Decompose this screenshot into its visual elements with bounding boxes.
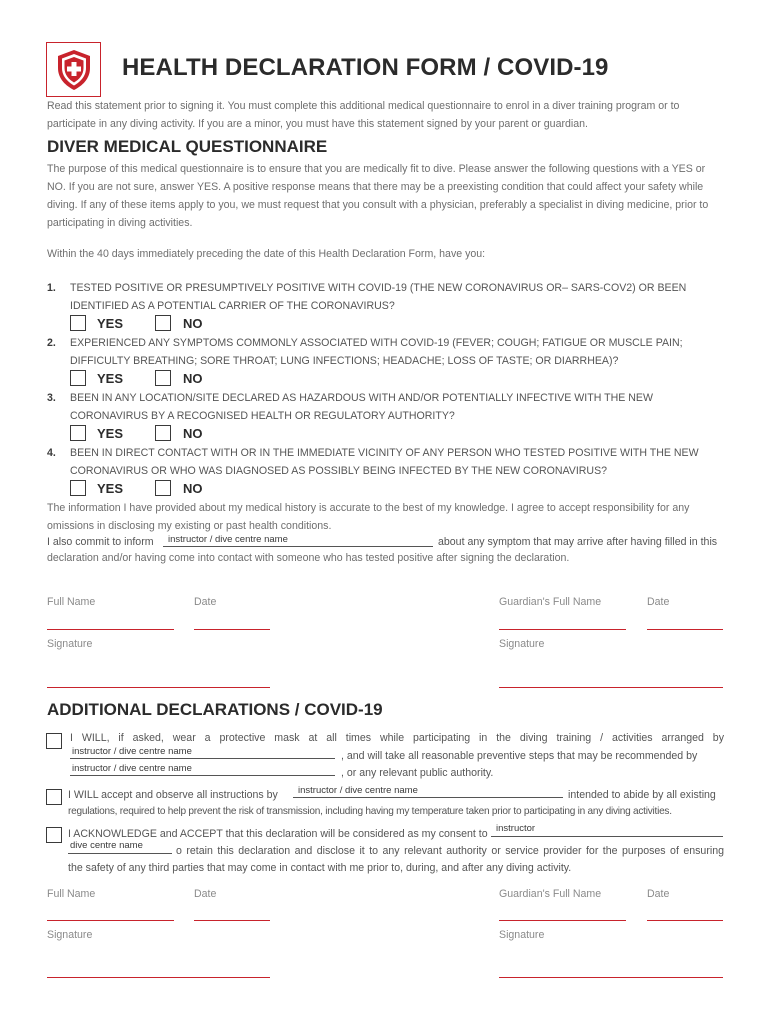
page-title: HEALTH DECLARATION FORM / COVID-19 bbox=[122, 54, 609, 81]
d1-instructor-field1[interactable] bbox=[70, 758, 335, 759]
guardian-signature-field[interactable] bbox=[499, 687, 723, 688]
questionnaire-heading: DIVER MEDICAL QUESTIONNAIRE bbox=[47, 137, 328, 156]
q3-no-checkbox[interactable] bbox=[155, 425, 171, 441]
guardian-date-field[interactable] bbox=[647, 629, 723, 630]
commit-line-2: declaration and/or having come into contact with someone who has tested positive after signing the declaration. bbox=[47, 552, 570, 564]
declaration-consent-prefix: I ACKNOWLEDGE and ACCEPT that this declaration will be considered as my consent to bbox=[68, 828, 488, 840]
declaration-mask-line1: I WILL, if asked, wear a protective mask at all times while participating in the diving training / activities arranged by bbox=[70, 732, 724, 744]
commit-suffix: about any symptom that may arrive after having filled in this bbox=[438, 536, 718, 548]
full-name-field-2[interactable] bbox=[47, 920, 174, 921]
question-4-text: BEEN IN DIRECT CONTACT WITH OR IN THE IMMEDIATE VICINITY OF ANY PERSON WHO TESTED POSITIVE WITH THE NEW CORONAVIRUS OR WHO WAS DIAGNOSED AS POSSIBLY BEING INFECTED BY THE NEW CORONAVIRUS? bbox=[70, 447, 699, 477]
guardian-signature-label: Signature bbox=[499, 929, 545, 941]
declaration-instructions-checkbox[interactable] bbox=[46, 789, 62, 805]
q3-yes-checkbox[interactable] bbox=[70, 425, 86, 441]
purpose-text: The purpose of this medical questionnaire is to ensure that you are medically fit to dive. Please answer the following questions with a YES or NO. If you are not sure, answer YES. A positive response means that there may be a preexisting condition that could affect your safety while diving. If any of these items apply to you, we must request that you consult with a physician, preferably a specialist in diving medicine, prior to participating in diving activities. bbox=[47, 163, 709, 229]
declaration-instructions-prefix: I WILL accept and observe all instructions by bbox=[68, 789, 278, 801]
full-name-label: Full Name bbox=[47, 596, 96, 608]
logo bbox=[46, 42, 101, 97]
guardian-date-field-2[interactable] bbox=[647, 920, 723, 921]
question-3-text: BEEN IN ANY LOCATION/SITE DECLARED AS HAZARDOUS WITH AND/OR POTENTIALLY INFECTIVE WITH THE NEW CORONAVIRUS BY A RECOGNISED HEALTH OR REGULATORY AUTHORITY? bbox=[70, 392, 653, 422]
commit-prefix: I also commit to inform bbox=[47, 536, 154, 548]
no-label: NO bbox=[183, 426, 203, 441]
d3-instructor-field[interactable] bbox=[491, 836, 723, 837]
guardian-signature-field-2[interactable] bbox=[499, 977, 723, 978]
declaration-mask-line3: , or any relevant public authority. bbox=[341, 767, 494, 779]
no-label: NO bbox=[183, 481, 203, 496]
q1-no-checkbox[interactable] bbox=[155, 315, 171, 331]
question-number: 1. bbox=[47, 282, 56, 294]
q2-no-checkbox[interactable] bbox=[155, 370, 171, 386]
signature-field-2[interactable] bbox=[47, 977, 270, 978]
full-name-label: Full Name bbox=[47, 888, 96, 900]
declaration-instructions-line2: regulations, required to help prevent the risk of transmission, including having my temperature taken prior to participating in any diving activities. bbox=[68, 806, 672, 817]
d1-instructor-field1-value: instructor / dive centre name bbox=[72, 746, 192, 757]
guardian-name-label: Guardian's Full Name bbox=[499, 888, 602, 900]
date-field-2[interactable] bbox=[194, 920, 270, 921]
declaration-consent-checkbox[interactable] bbox=[46, 827, 62, 843]
question-2-text: EXPERIENCED ANY SYMPTOMS COMMONLY ASSOCIATED WITH COVID-19 (FEVER; COUGH; FATIGUE OR MUSCLE PAIN; DIFFICULTY BREATHING; SORE THROAT; LUNG INFECTIONS; HEADACHE; LOSS OF TASTE; OR DIARRHEA)? bbox=[70, 337, 683, 367]
date-label: Date bbox=[194, 596, 217, 608]
commit-instructor-field-value: instructor / dive centre name bbox=[168, 534, 288, 545]
guardian-date-label: Date bbox=[647, 888, 670, 900]
yes-label: YES bbox=[97, 426, 124, 441]
declaration-instructions-suffix: intended to abide by all existing bbox=[568, 789, 716, 801]
commit-instructor-field[interactable] bbox=[163, 546, 433, 547]
d2-instructor-field[interactable] bbox=[293, 797, 563, 798]
q4-no-checkbox[interactable] bbox=[155, 480, 171, 496]
declaration-mask-line2: , and will take all reasonable preventive steps that may be recommended by bbox=[341, 750, 698, 762]
d3-dive-centre-field[interactable] bbox=[68, 853, 172, 854]
medical-shield-icon bbox=[54, 48, 94, 92]
question-number: 3. bbox=[47, 392, 56, 404]
declaration-consent-line3: the safety of any third parties that may come in contact with me prior to, during, and after any diving activity. bbox=[68, 862, 572, 874]
guardian-date-label: Date bbox=[647, 596, 670, 608]
d1-instructor-field2[interactable] bbox=[70, 775, 335, 776]
no-label: NO bbox=[183, 316, 203, 331]
q1-yes-checkbox[interactable] bbox=[70, 315, 86, 331]
d3-instructor-field-value: instructor bbox=[496, 823, 536, 834]
guardian-name-field[interactable] bbox=[499, 629, 626, 630]
signature-field[interactable] bbox=[47, 687, 270, 688]
signature-label: Signature bbox=[47, 929, 93, 941]
d3-dive-centre-field-value: dive centre name bbox=[70, 840, 143, 851]
within-text: Within the 40 days immediately preceding the date of this Health Declaration Form, have you: bbox=[47, 248, 486, 260]
declaration-mask-checkbox[interactable] bbox=[46, 733, 62, 749]
intro-text: Read this statement prior to signing it. You must complete this additional medical questionnaire to enrol in a diver training program or to participate in any diving activity. If you are a minor, you must have this statement signed by your parent or guardian. bbox=[47, 100, 680, 130]
question-1-text: TESTED POSITIVE OR PRESUMPTIVELY POSITIVE WITH COVID-19 (THE NEW CORONAVIRUS OR– SARS-COV2) OR BEEN IDENTIFIED AS A POTENTIAL CARRIER OF THE CORONAVIRUS? bbox=[70, 282, 687, 312]
declaration-consent-line2: o retain this declaration and disclose it to any relevant authority or service provider for the purposes of ensuring bbox=[176, 845, 724, 857]
yes-label: YES bbox=[97, 481, 124, 496]
yes-label: YES bbox=[97, 371, 124, 386]
signature-label: Signature bbox=[47, 638, 93, 650]
yes-label: YES bbox=[97, 316, 124, 331]
question-number: 2. bbox=[47, 337, 56, 349]
guardian-signature-label: Signature bbox=[499, 638, 545, 650]
q2-yes-checkbox[interactable] bbox=[70, 370, 86, 386]
question-number: 4. bbox=[47, 447, 56, 459]
guardian-name-field-2[interactable] bbox=[499, 920, 626, 921]
full-name-field[interactable] bbox=[47, 629, 174, 630]
information-statement: The information I have provided about my medical history is accurate to the best of my knowledge. I agree to accept responsibility for any omissions in disclosing my existing or past health conditions. bbox=[47, 502, 690, 532]
d1-instructor-field2-value: instructor / dive centre name bbox=[72, 763, 192, 774]
date-field[interactable] bbox=[194, 629, 270, 630]
guardian-name-label: Guardian's Full Name bbox=[499, 596, 602, 608]
q4-yes-checkbox[interactable] bbox=[70, 480, 86, 496]
no-label: NO bbox=[183, 371, 203, 386]
d2-instructor-field-value: instructor / dive centre name bbox=[298, 785, 418, 796]
date-label: Date bbox=[194, 888, 217, 900]
additional-heading: ADDITIONAL DECLARATIONS / COVID-19 bbox=[47, 700, 383, 719]
